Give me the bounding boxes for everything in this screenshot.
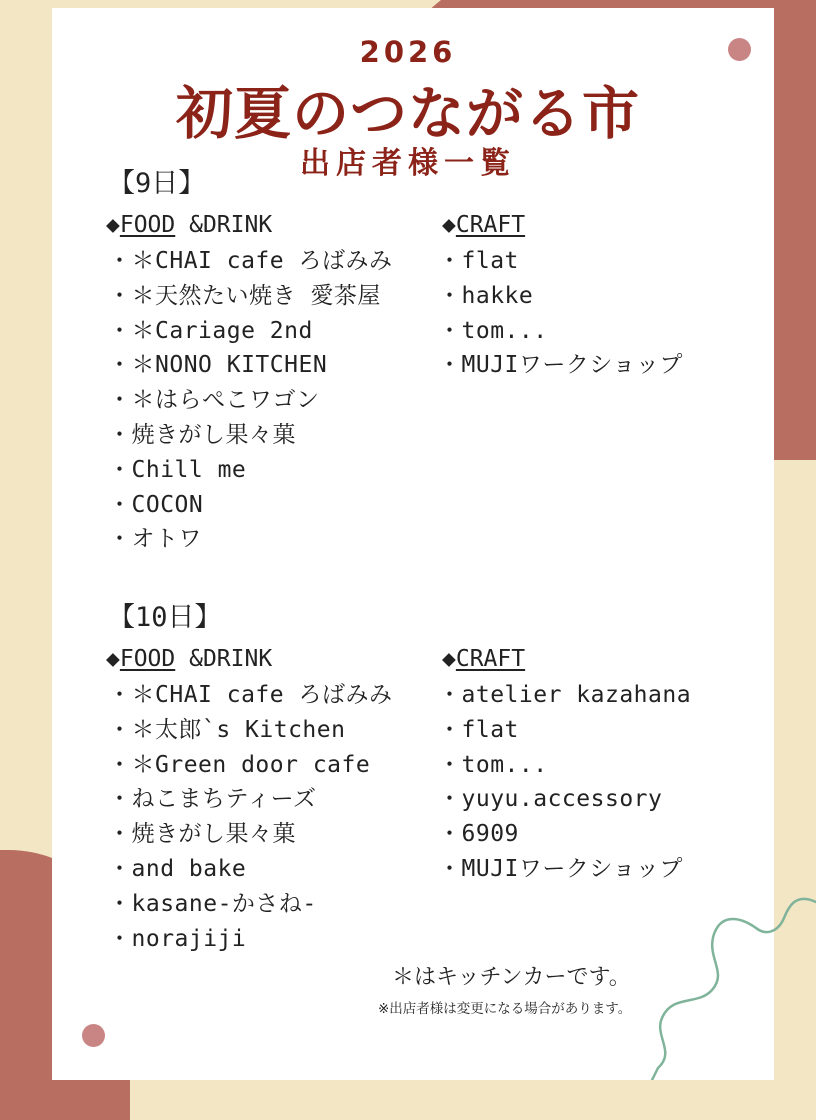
craft-vendor-item: ・6909: [438, 821, 519, 848]
day-heading: 【9日】: [108, 168, 206, 199]
craft-vendor-item: ・hakke: [438, 282, 534, 309]
food-vendor-item: ・＊CHAI cafe ろばみみ: [108, 248, 393, 274]
food-drink-heading: [106, 214, 272, 237]
food-vendor-item: ・＊NONO KITCHEN: [108, 352, 328, 379]
food-vendor-item: ・＊太郎`s Kitchen: [108, 716, 346, 743]
craft-vendor-item: ・MUJIワークショップ: [438, 856, 683, 882]
food-vendor-item: ・＊はらぺこワゴン: [108, 387, 320, 414]
craft-vendor-item: ・tom...: [438, 317, 548, 344]
food-vendor-item: ・norajiji: [108, 925, 247, 952]
food-vendor-item: ・ねこまちティーズ: [108, 786, 317, 813]
food-vendor-item: ・焼きがし果々菓: [108, 821, 296, 848]
food-vendor-item: ・Chill me: [108, 456, 247, 483]
food-heading-label: FOOD: [119, 212, 176, 238]
food-vendor-item: ・焼きがし果々菓: [108, 422, 296, 448]
food-vendor-item: ・＊Green door cafe: [108, 751, 371, 778]
craft-heading-label: CRAFT: [455, 212, 526, 238]
craft-heading: [442, 648, 525, 671]
food-vendor-item: ・＊CHAI cafe ろばみみ: [108, 682, 393, 708]
diamond-icon: ◆: [106, 646, 120, 672]
food-vendor-item: ・COCON: [108, 491, 204, 518]
craft-vendor-item: ・tom...: [438, 751, 548, 778]
food-drink-heading: [106, 648, 272, 671]
diamond-icon: ◆: [442, 212, 456, 238]
event-subtitle: 出店者様一覧: [300, 146, 516, 181]
food-heading-label: FOOD: [119, 646, 176, 672]
craft-vendor-item: ・yuyu.accessory: [438, 786, 663, 813]
food-vendor-item: ・and bake: [108, 856, 247, 882]
craft-vendor-item: ・MUJIワークショップ: [438, 352, 683, 379]
change-disclaimer: ※出店者様は変更になる場合があります。: [378, 1001, 632, 1017]
decorative-dot-bottom: [82, 1024, 105, 1047]
craft-heading-label: CRAFT: [455, 646, 526, 672]
food-vendor-item: ・＊天然たい焼き 愛茶屋: [108, 282, 381, 309]
craft-vendor-item: ・flat: [438, 716, 519, 743]
craft-vendor-item: ・atelier kazahana: [438, 682, 692, 708]
day-heading: 【10日】: [108, 602, 222, 633]
event-year: 2026: [359, 35, 457, 69]
food-vendor-item: ・kasane-かさね-: [108, 890, 317, 917]
diamond-icon: ◆: [442, 646, 456, 672]
food-vendor-item: ・＊Cariage 2nd: [108, 317, 313, 344]
drink-heading-label: &DRINK: [175, 646, 273, 672]
diamond-icon: ◆: [106, 212, 120, 238]
drink-heading-label: &DRINK: [175, 212, 273, 238]
event-title: 初夏のつながる市: [176, 81, 640, 147]
craft-vendor-item: ・flat: [438, 248, 519, 274]
food-vendor-item: ・オトワ: [108, 526, 202, 553]
craft-heading: [442, 214, 525, 237]
kitchen-car-note: ＊はキッチンカーです。: [392, 965, 631, 990]
